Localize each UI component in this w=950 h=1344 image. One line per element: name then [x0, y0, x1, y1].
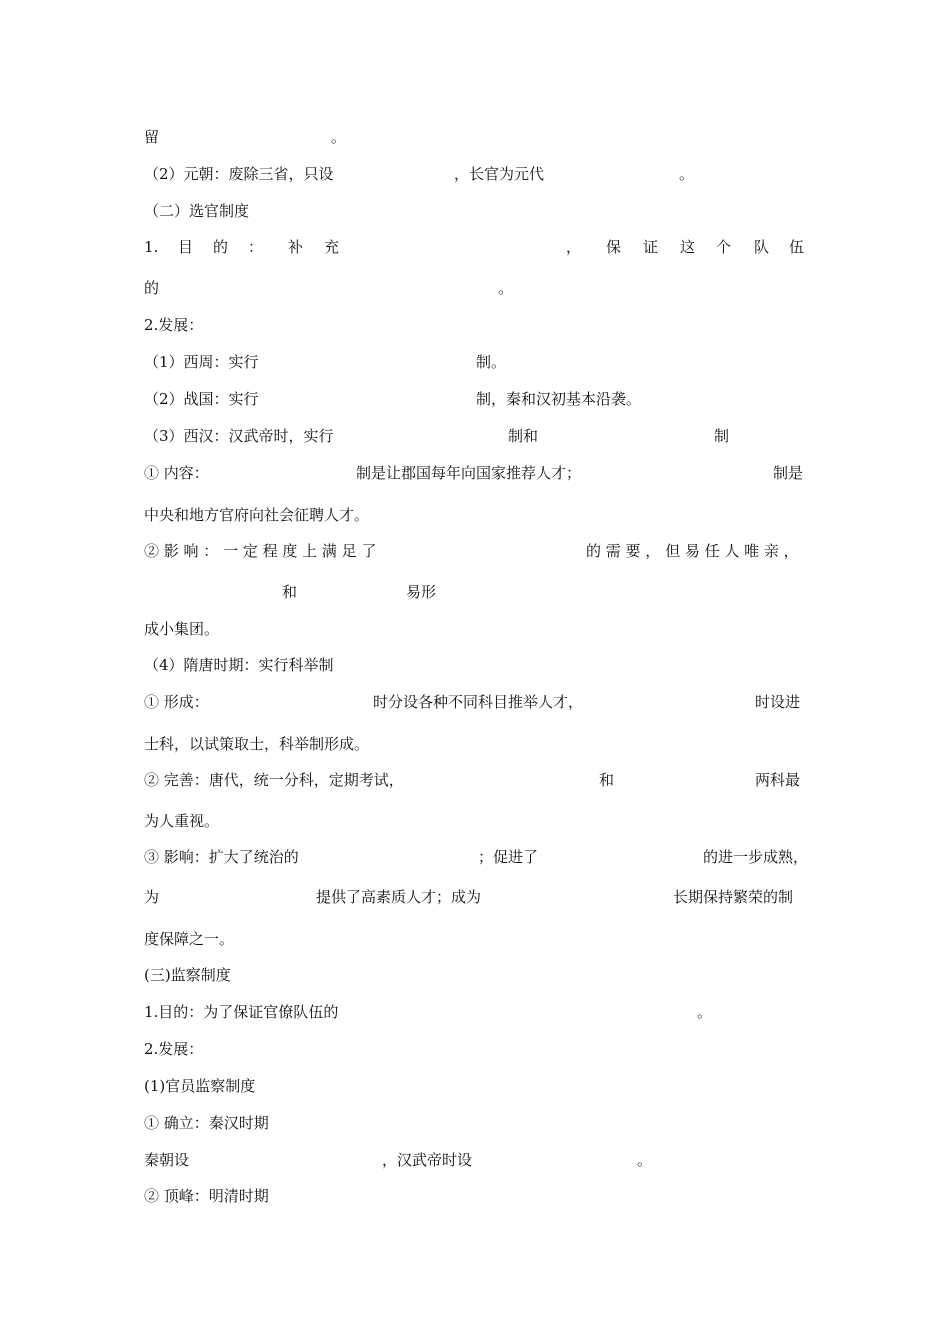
text-fragment: 目: [178, 238, 194, 256]
text-fragment: 充: [324, 238, 340, 256]
text-line: 2.发展：: [144, 316, 204, 334]
text-fragment: 制。: [476, 353, 507, 371]
text-fragment: 个: [716, 238, 732, 256]
text-fragment: 。: [697, 1003, 713, 1021]
text-line: 1.目的：为了保证官僚队伍的: [144, 1003, 339, 1021]
text-line: ② 影 响 ： 一 定 程 度 上 满 足 了: [144, 542, 377, 560]
text-line: 秦朝设: [144, 1151, 190, 1169]
text-fragment: ，汉武帝时设: [382, 1151, 473, 1169]
section-heading: （二）选官制度: [144, 202, 250, 220]
text-fragment: 。: [331, 128, 347, 146]
text-fragment: 两科最: [755, 771, 801, 789]
text-line: 为人重视。: [144, 812, 220, 830]
text-fragment: 提供了高素质人才；成为: [316, 888, 482, 906]
text-fragment: 伍: [789, 238, 805, 256]
text-fragment: 和: [282, 583, 298, 601]
text-fragment: 的 需 要 ， 但 易 任 人 唯 亲 ，: [586, 542, 799, 560]
text-line: 成小集团。: [144, 620, 220, 638]
text-fragment: 为: [144, 888, 160, 906]
text-fragment: 这: [680, 238, 696, 256]
text-fragment: 证: [643, 238, 659, 256]
text-fragment: 1.: [144, 238, 159, 256]
text-fragment: 制，秦和汉初基本沿袭。: [476, 390, 642, 408]
text-line: 的: [144, 279, 160, 297]
text-fragment: 。: [637, 1151, 653, 1169]
text-fragment: 时设进: [755, 693, 801, 711]
text-fragment: ，: [566, 238, 582, 256]
text-line: ② 完善：唐代，统一分科，定期考试，: [144, 771, 404, 789]
text-line: 士科，以试策取士，科举制形成。: [144, 735, 370, 753]
text-line: （1）西周：实行: [144, 353, 259, 371]
text-line: 留: [144, 128, 160, 146]
text-line: ③ 影响：扩大了统治的: [144, 848, 299, 866]
text-line: （2）战国：实行: [144, 390, 259, 408]
text-fragment: 补: [288, 238, 304, 256]
text-line: ② 顶峰：明清时期: [144, 1187, 269, 1205]
text-line: ① 确立：秦汉时期: [144, 1114, 269, 1132]
text-fragment: ；促进了: [478, 848, 539, 866]
text-line: （3）西汉：汉武帝时，实行: [144, 427, 334, 445]
section-heading: (三)监察制度: [144, 966, 231, 984]
text-fragment: 制是让郡国每年向国家推荐人才；: [356, 464, 582, 482]
text-line: 中央和地方官府向社会征聘人才。: [144, 506, 370, 524]
text-fragment: 和: [599, 771, 615, 789]
text-fragment: 保: [606, 238, 622, 256]
text-line: 2.发展：: [144, 1040, 204, 1058]
text-fragment: ，长官为元代: [454, 165, 545, 183]
text-fragment: 的进一步成熟，: [703, 848, 809, 866]
text-fragment: 制是: [773, 464, 804, 482]
text-fragment: 长期保持繁荣的制: [673, 888, 794, 906]
text-fragment: 。: [679, 165, 695, 183]
text-line: ① 形成：: [144, 693, 209, 711]
text-fragment: ：: [248, 238, 264, 256]
text-fragment: 制: [714, 427, 730, 445]
text-fragment: 易形: [406, 583, 437, 601]
text-line: （2）元朝：废除三省，只设: [144, 165, 334, 183]
text-fragment: 时分设各种不同科目推举人才，: [373, 693, 584, 711]
text-fragment: 的: [213, 238, 229, 256]
text-line: （4）隋唐时期：实行科举制: [144, 656, 334, 674]
text-fragment: 队: [754, 238, 770, 256]
text-line: ① 内容：: [144, 464, 209, 482]
text-line: 度保障之一。: [144, 930, 235, 948]
text-fragment: 。: [498, 279, 514, 297]
text-line: (1)官员监察制度: [144, 1077, 256, 1095]
text-fragment: 制和: [508, 427, 539, 445]
